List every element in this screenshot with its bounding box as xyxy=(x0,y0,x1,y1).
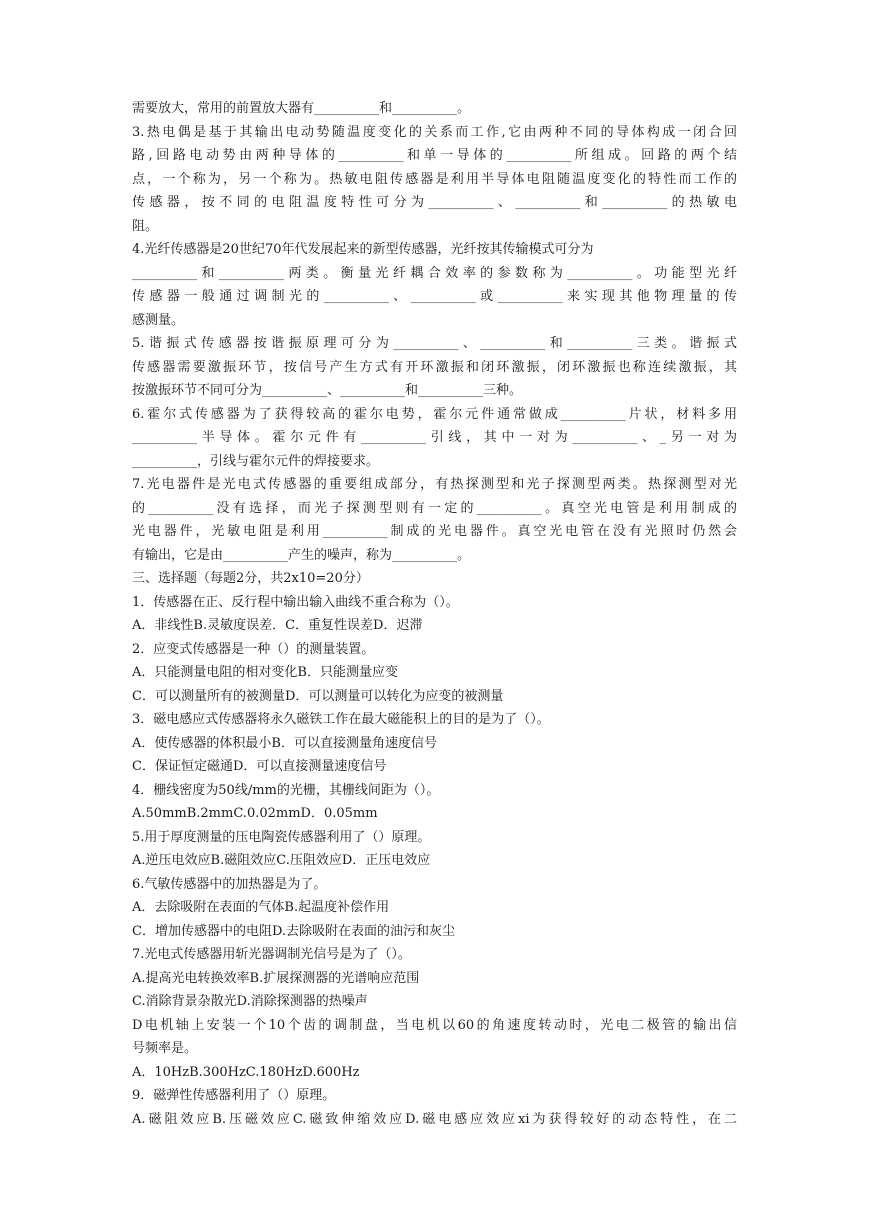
text-line: 2．应变式传感器是一种（）的测量装置。 xyxy=(132,641,375,657)
text-line: 传感器，按不同的电阻温度特性可分为__________、__________和__________的热敏电 xyxy=(132,195,737,210)
text-line: A.提高光电转换效率B.扩展探测器的光谱响应范围 xyxy=(132,970,420,986)
text-line: 点，一个称为，另一个称为。热敏电阻传感器是利用半导体电阻随温度变化的特性而工作的 xyxy=(132,171,737,187)
text-line: A.逆压电效应B.磁阻效应C.压阻效应D．正压电效应 xyxy=(132,853,431,868)
text-line: 5.用于厚度测量的压电陶瓷传感器利用了（）原理。 xyxy=(132,829,431,845)
text-line: A．10HzB.300HzC.180HzD.600Hz xyxy=(132,1064,360,1080)
text-line: 3．磁电感应式传感器将永久磁铁工作在最大磁能积上的目的是为了（）。 xyxy=(132,712,550,727)
text-line: 3.热电偶是基于其输出电动势随温度变化的关系而工作,它由两种不同的导体构成一闭合回 xyxy=(132,124,737,140)
text-line: A．使传感器的体积最小B．可以直接测量角速度信号 xyxy=(132,735,437,751)
text-line: C．可以测量所有的被测量D．可以测量可以转化为应变的被测量 xyxy=(132,688,504,704)
text-line: 7.光电器件是光电式传感器的重要组成部分，有热探测型和光子探测型两类。热探测型对光 xyxy=(132,477,737,492)
text-line: 光电器件，光敏电阻是利用__________制成的光电器件。真空光电管在没有光照时仍然会 xyxy=(132,524,737,539)
text-line: 的__________没有选择，而光子探测型则有一定的__________。真空光电管是利用制成的 xyxy=(132,500,737,516)
text-line: C．增加传感器中的电阻D.去除吸附在表面的油污和灰尘 xyxy=(132,923,456,939)
text-line: __________，引线与霍尔元件的焊接要求。 xyxy=(132,453,380,469)
text-line: A．只能测量电阻的相对变化B．只能测量应变 xyxy=(132,665,398,680)
text-line: A．去除吸附在表面的气体B.起温度补偿作用 xyxy=(132,900,390,915)
text-line: 阻。 xyxy=(132,218,159,234)
text-line: 按激振环节不同可分为__________、__________和__________三种。 xyxy=(132,383,523,398)
text-line: 需要放大，常用的前置放大器有__________和__________。 xyxy=(132,101,471,116)
text-line: 7.光电式传感器用斩光器调制光信号是为了（）。 xyxy=(132,947,411,962)
text-line: __________半导体。霍尔元件有__________引线，其中一对为__________、_另一对为 xyxy=(132,430,737,445)
text-line: 三、选择题（每题2分，共2x10=20分） xyxy=(132,571,369,586)
text-line: A．非线性B.灵敏度误差．C．重复性误差D．迟滞 xyxy=(132,618,423,633)
text-line: D电机轴上安装一个10个齿的调制盘，当电机以60的角速度转动时，光电二极管的输出信 xyxy=(132,1017,737,1033)
text-line: 感测量。 xyxy=(132,312,185,328)
text-line: 6.气敏传感器中的加热器是为了。 xyxy=(132,876,327,892)
text-line: 6.霍尔式传感器为了获得较高的霍尔电势，霍尔元件通常做成__________片状，材料多用 xyxy=(132,406,737,422)
text-line: A.磁阻效应B.压磁效应C.磁致伸缩效应D.磁电感应效应xi为获得较好的动态特性，在二 xyxy=(132,1111,737,1127)
text-line: C．保证恒定磁通D．可以直接测量速度信号 xyxy=(132,759,387,774)
text-line: 4.光纤传感器是20世纪70年代发展起来的新型传感器，光纤按其传输模式可分为 xyxy=(132,242,594,257)
text-line: 传感器一般通过调制光的__________、__________或__________来实现其他物理量的传 xyxy=(132,289,737,304)
text-line: 9．磁弹性传感器利用了（）原理。 xyxy=(132,1088,336,1103)
text-line: 5.谐振式传感器按谐振原理可分为__________、__________和__________三类。谐振式 xyxy=(132,336,737,351)
text-line: 1．传感器在正、反行程中输出输入曲线不重合称为（）。 xyxy=(132,594,459,610)
text-line: 传感器需要激振环节，按信号产生方式有开环激振和闭环激振，闭环激振也称连续激振，其 xyxy=(132,359,737,375)
text-line: 路,回路电动势由两种导体的__________和单一导体的__________所组成。回路的两个结 xyxy=(132,148,737,163)
text-line: C.消除背景杂散光D.消除探测器的热噪声 xyxy=(132,994,368,1009)
text-line: __________和__________两类。衡量光纤耦合效率的参数称为__________。功能型光纤 xyxy=(132,265,737,281)
text-line: 号频率是。 xyxy=(132,1041,198,1056)
document-body xyxy=(132,97,737,1131)
text-line: A.50mmB.2mmC.0.02mmD．0.05mm xyxy=(132,806,378,821)
text-line: 有输出，它是由__________产生的噪声，称为__________。 xyxy=(132,547,471,563)
text-line: 4．栅线密度为50线/mm的光栅，其栅线间距为（）。 xyxy=(132,782,440,798)
